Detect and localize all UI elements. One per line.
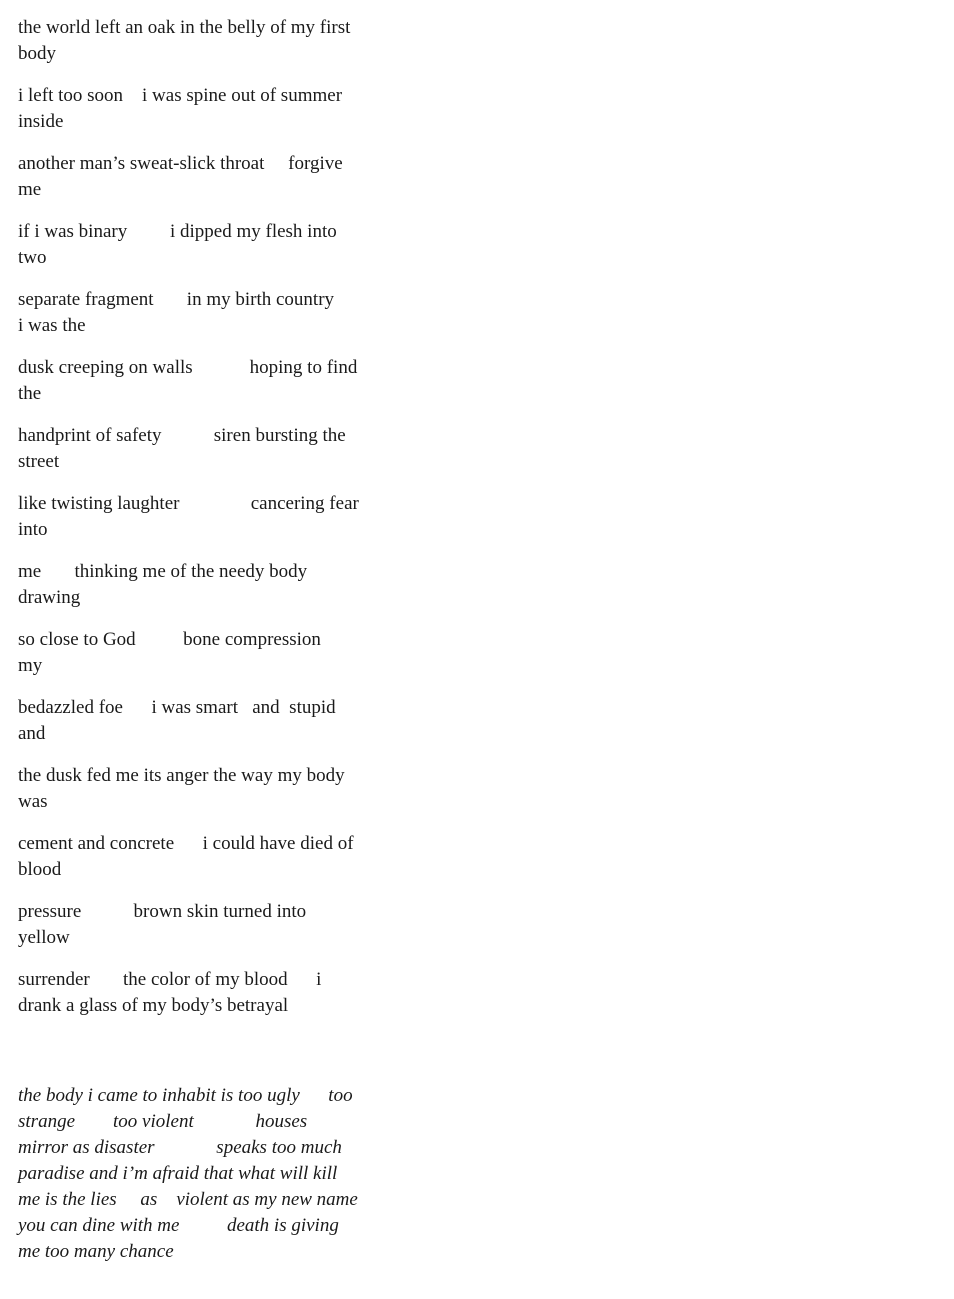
- poem-line: pressure brown skin turned into: [18, 901, 307, 922]
- poem-line: if i was binary i dipped my flesh into: [18, 221, 337, 242]
- poem-italic-line: me is the lies as violent as my new name: [18, 1189, 358, 1210]
- poem-line: dusk creeping on walls hoping to find: [18, 357, 358, 378]
- poem-couplet: [18, 967, 418, 1019]
- poem-couplet: [18, 287, 418, 339]
- poem-italic-line: you can dine with me death is giving: [18, 1215, 339, 1236]
- poem-line: the: [18, 383, 42, 404]
- poem-couplet: [18, 831, 418, 883]
- poem-couplet: [18, 559, 418, 611]
- poem-couplet: [18, 83, 418, 135]
- poem-italic-line: mirror as disaster speaks too much: [18, 1137, 342, 1158]
- poem-italic-line: me too many chance: [18, 1241, 174, 1262]
- poem-line: handprint of safety siren bursting the: [18, 425, 346, 446]
- poem-line: drawing: [18, 587, 81, 608]
- poem-couplet: [18, 899, 418, 951]
- poem-line: two: [18, 247, 47, 268]
- poem-couplet: [18, 355, 418, 407]
- poem-couplet: [18, 15, 418, 67]
- poem-line: and: [18, 723, 46, 744]
- poem-italic-line: paradise and i’m afraid that what will kill: [18, 1163, 338, 1184]
- poem-line: i was the: [18, 315, 86, 336]
- poem-line: separate fragment in my birth country: [18, 289, 335, 310]
- poem-line: was: [18, 791, 48, 812]
- poem-couplet: [18, 219, 418, 271]
- poem-line: me thinking me of the needy body: [18, 561, 308, 582]
- poem-line: cement and concrete i could have died of: [18, 833, 354, 854]
- poem-line: body: [18, 43, 56, 64]
- poem-couplet: [18, 151, 418, 203]
- poem-couplet: [18, 627, 418, 679]
- poem-italic-line: strange too violent houses: [18, 1111, 308, 1132]
- poem-line: i left too soon i was spine out of summer: [18, 85, 343, 106]
- poem-line: into: [18, 519, 48, 540]
- poem-line: the world left an oak in the belly of my first: [18, 17, 351, 38]
- poem-couplet: [18, 695, 418, 747]
- poem-line: yellow: [18, 927, 70, 948]
- poem-couplet: [18, 491, 418, 543]
- poem-line: like twisting laughter cancering fear: [18, 493, 359, 514]
- poem-line: surrender the color of my blood i: [18, 969, 322, 990]
- poem-stanza-block: [18, 15, 418, 1035]
- poem-couplet: [18, 763, 418, 815]
- poem-couplet: [18, 423, 418, 475]
- poem-line: bedazzled foe i was smart and stupid: [18, 697, 336, 718]
- poem-line: inside: [18, 111, 64, 132]
- poem-line: another man’s sweat-slick throat forgive: [18, 153, 343, 174]
- poem-line: my: [18, 655, 43, 676]
- poem-line: the dusk fed me its anger the way my body: [18, 765, 345, 786]
- poem-line: so close to God bone compression: [18, 629, 321, 650]
- poem-line: blood: [18, 859, 62, 880]
- poem-italic-stanza: [18, 1083, 418, 1265]
- poem-italic-line: the body i came to inhabit is too ugly too: [18, 1085, 353, 1106]
- poem-line: street: [18, 451, 60, 472]
- poem-line: drank a glass of my body’s betrayal: [18, 995, 289, 1016]
- poem-line: me: [18, 179, 42, 200]
